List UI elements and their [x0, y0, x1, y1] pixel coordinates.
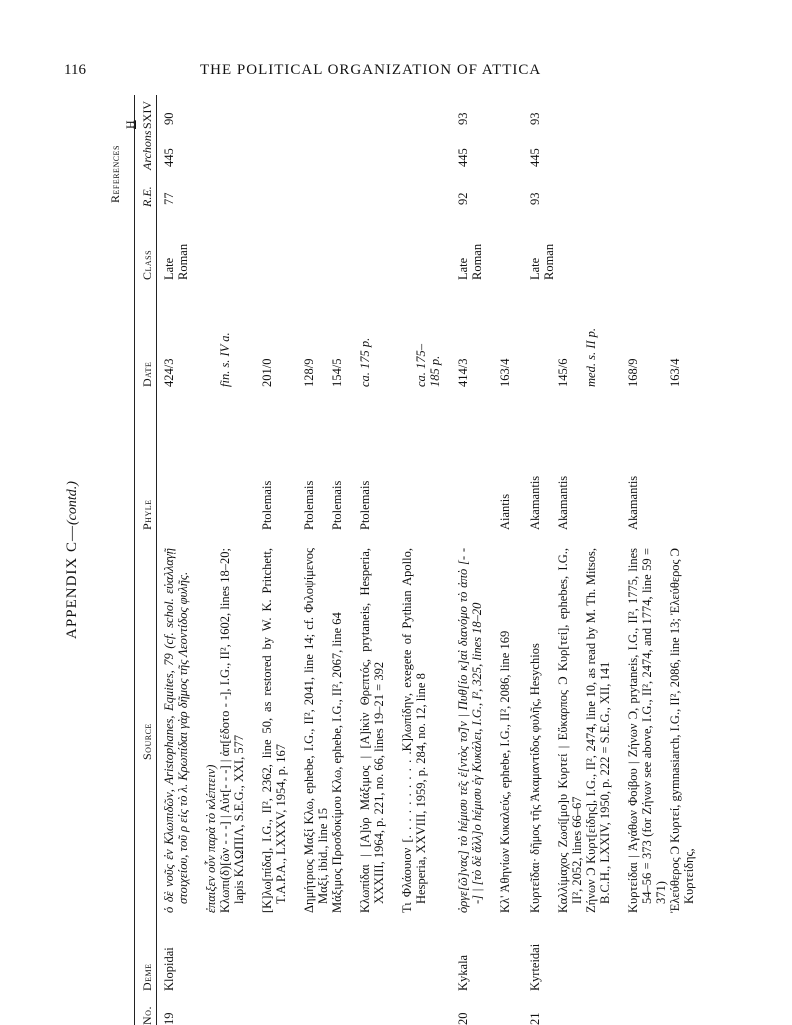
row-20-sxiv: 93 [456, 113, 470, 126]
row-21-deme: Kyrteidai [528, 944, 542, 991]
row-20-no: 20 [456, 1013, 470, 1025]
header-re: R.E. [140, 186, 155, 207]
table-header-rule [156, 95, 157, 1025]
row-19-class-1: Late Roman [162, 230, 190, 280]
row-19-source-1: ὁ δὲ νοῦς ἐν Κλωπιδῶν, Aristophanes, Equites, 79 (cf. schol. εὐαλλαγῇ στοιχείου, τοῦ ρ εἰς τὸ λ. Κρωπίδαι γὰρ δῆμος τῆς Λεοντίδος φυλῆς. [162, 548, 190, 913]
row-19-source-7: Κλωπίδαι | [Α]ὐρ Μάξιμος | [Α]ἰκὶν Θρεπτός, prytaneis, Hesperia, XXXIII, 1964, p. 221, no. 66, lines 19–21 = 392 [358, 548, 386, 913]
row-20-re: 92 [456, 193, 470, 206]
page-number: 116 [64, 62, 86, 79]
header-sxiv: SXIV [140, 101, 155, 129]
row-19-phyle-6: Ptolemais [330, 481, 344, 530]
row-21-source-2: Καλλίμαχος Ζωσί[μο]υ Κυρτεί | Εὔκαρπος Ͻ Κυρ[τεί], ephebes, I.G., II², 2052, lines 66–67 [556, 548, 584, 913]
header-source: Source [140, 723, 155, 760]
row-19-archons: 445 [162, 148, 176, 167]
row-21-sxiv: 93 [528, 113, 542, 126]
row-21-date-3: med. s. II p. [584, 328, 598, 387]
row-19-phyle-4: Ptolemais [260, 481, 274, 530]
row-21-no: 21 [528, 1013, 542, 1025]
row-21-source-4: Κυρτείδαι | Ἀγάθων Φοίβου | Ζήνων Ͻ, prytaneis, I.G., II², 1775, lines 54–56 = 373 (for Ζήνων see above, I.G., II², 2474, and 1774, line 59 = 371) [626, 548, 668, 913]
row-21-source-1: Κυρτεῖδαι· δῆμος τῆς Ἀκαμαντίδος φυλῆς, Hesychios [528, 548, 542, 913]
row-19-date-5: 128/9 [302, 359, 316, 387]
appendix-table [60, 95, 710, 1025]
appendix-title [64, 95, 81, 1025]
row-20-date-1: 414/3 [456, 359, 470, 387]
row-21-source-3: Ζήνων Ͻ Κυρτ[είδης], I.G., II², 2474, line 10, as read by M. Th. Mitsos, B.C.H., LXXIV, 1950, p. 222 = S.E.G., XII, 141 [584, 548, 612, 913]
row-21-class-1: Late Roman [528, 230, 556, 280]
row-19-date-6: 154/5 [330, 359, 344, 387]
header-deme: Deme [140, 963, 155, 991]
row-19-source-8: Τι Φλάουιον [. . . . . . . . . . .Κ]λωπίδην, exegete of Pythian Apollo, Hesperia, XXVIII, 1959, p. 284, no. 12, line 8 [400, 548, 428, 913]
row-20-deme: Kykala [456, 955, 470, 991]
row-19-source-6: Μάξιμος Προσδοκίμου Κλω, ephebe, I.G., II², 2067, line 64 [330, 548, 344, 913]
row-20-source-2: Κλ' Ἀθηνίων Κυκαλεύς, ephebe, I.G., II², 2086, line 169 [498, 548, 512, 913]
row-19-sxiv: 90 [162, 113, 176, 126]
row-21-date-5: 163/4 [668, 359, 682, 387]
row-20-phyle-2: Aiantis [498, 494, 512, 530]
appendix-title-text: APPENDIX C— [64, 525, 80, 639]
row-21-source-5: Ἐλεύθερος Ͻ Κυρτεί, gymnasiarch, I.G., II², 2086, line 13; Ἐλεύθερος Ͻ Κυρτείδης, [668, 548, 696, 913]
table-top-rule [134, 95, 135, 1025]
header-h: H [123, 120, 138, 129]
row-20-archons: 445 [456, 148, 470, 167]
header-no: No. [140, 1006, 155, 1025]
row-21-date-2: 145/6 [556, 359, 570, 387]
row-19-date-4: 201/0 [260, 359, 274, 387]
row-19-phyle-5: Ptolemais [302, 481, 316, 530]
row-20-source-1: ὀργε[ῶ]νας] τὸ hέμισυ τε͂ς ἐ[ντὸς το͂]ν | Πυθ[ίο κ]αὶ διανόμο τὸ ἀπὸ [- - -] | [τὸ δὲ ἄλλ]ο hέμισυ ἐγ Κυκάλει, I.G., I², 325, lines 18–20 [456, 548, 484, 913]
header-date: Date [140, 362, 155, 387]
row-19-date-1: 424/3 [162, 359, 176, 387]
header-references: References [108, 145, 123, 203]
header-class: Class [140, 250, 155, 280]
row-19-source-3: Κλωπι(δ)[ῶν - - -] | Αὐτ[- - -] | ἀπ[έδοτο - -], I.G., II², 1602, lines 18–20; lapis ΚΛΩΠΙΛ, S.E.G., XXI, 577 [218, 548, 246, 913]
running-title: THE POLITICAL ORGANIZATION OF ATTICA [200, 62, 541, 79]
row-21-phyle-1: Akamantis [528, 476, 542, 530]
row-19-date-8: ca. 175–185 p. [414, 337, 442, 387]
running-head [0, 58, 792, 88]
row-19-source-2: ἐπαιξεν οὖν παρὰ τὸ κλέπτειν) [204, 548, 218, 913]
header-archons: Archons [140, 130, 155, 170]
row-20-date-2: 163/4 [498, 359, 512, 387]
row-19-date-7: ca. 175 p. [358, 338, 372, 387]
row-20-class-1: Late Roman [456, 230, 484, 280]
row-21-date-4: 168/9 [626, 359, 640, 387]
row-19-deme: Klopidai [162, 947, 176, 991]
row-19-source-5: Δημήτριος Μαξί Κλω, ephebe, I.G., II², 2041, line 14; cf. Φιλοψίμενος Μαξί, ibid., line 15 [302, 548, 330, 913]
row-21-re: 93 [528, 193, 542, 206]
row-19-no: 19 [162, 1013, 176, 1025]
row-21-archons: 445 [528, 148, 542, 167]
header-phyle: Phyle [140, 499, 155, 530]
row-19-date-3: fin. s. IV a. [218, 332, 232, 387]
row-21-phyle-4: Akamantis [626, 476, 640, 530]
row-21-phyle-2: Akamantis [556, 476, 570, 530]
appendix-contd: (contd.) [65, 481, 80, 525]
row-19-re: 77 [162, 193, 176, 206]
row-19-source-4: [Κ]λω[πίδα], I.G., II², 2362, line 50, as restored by W. K. Pritchett, T.A.P.A., LXXXV, 1954, p. 167 [260, 548, 288, 913]
row-19-phyle-7: Ptolemais [358, 481, 372, 530]
